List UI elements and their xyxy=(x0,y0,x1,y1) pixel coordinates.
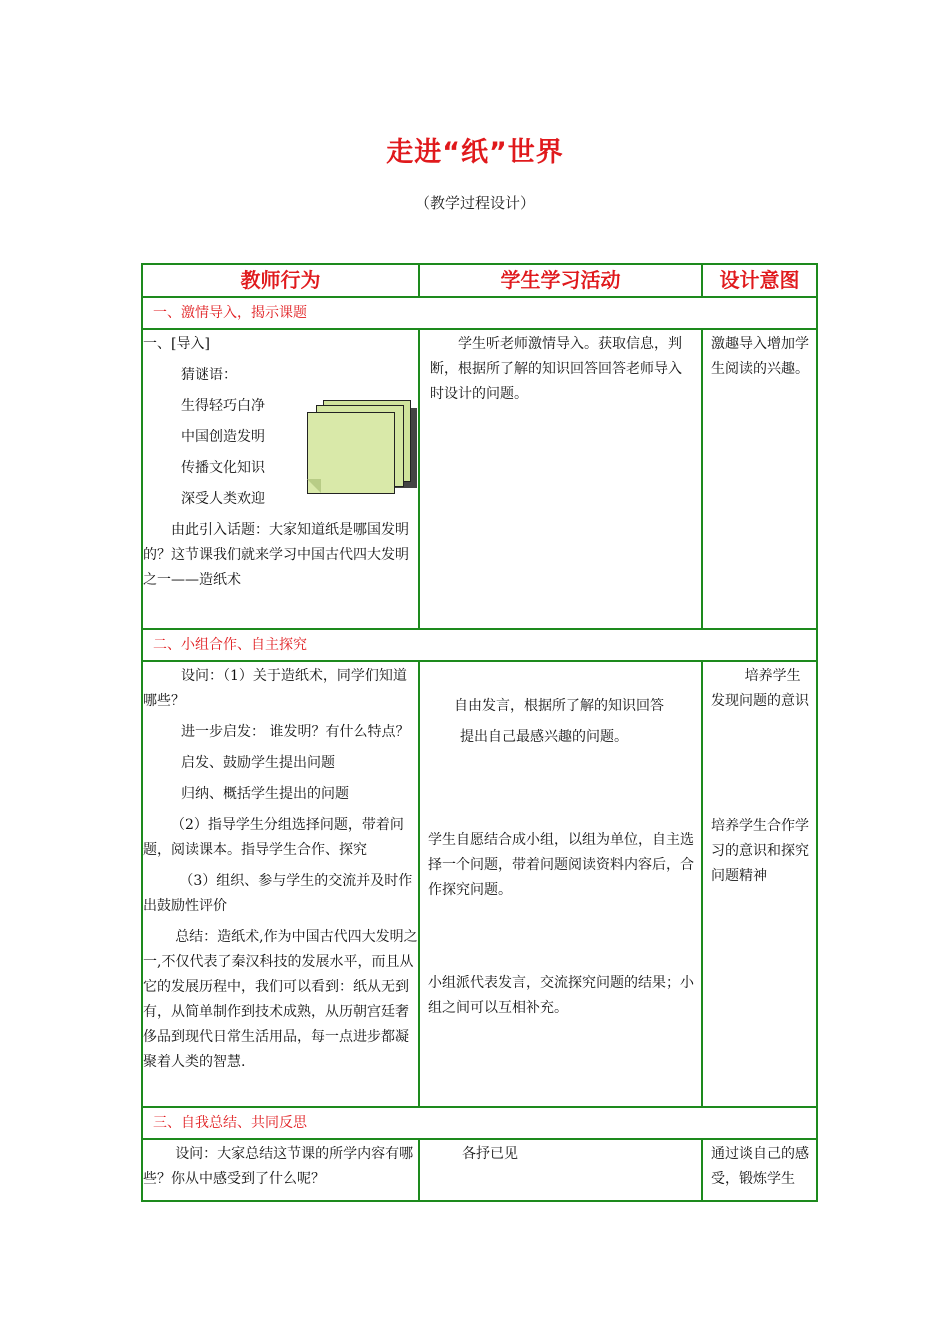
student-text-3: 各抒已见 xyxy=(462,1146,518,1162)
section-heading-3: 三、自我总结、共同反思 xyxy=(142,1107,817,1139)
student-text: 学生听老师激情导入。获取信息，判断，根据所了解的知识回答回答老师导入时设计的问题。 xyxy=(430,336,682,402)
student-answer-3: 小组派代表发言，交流探究问题的结果；小组之间可以互相补充。 xyxy=(428,975,694,1016)
riddle-line: 深受人类欢迎 xyxy=(181,491,265,507)
question-1d: 归纳、概括学生提出的问题 xyxy=(181,786,349,802)
intent-text-1: 培养学生发现问题的意识 xyxy=(711,668,809,709)
question-1c: 启发、鼓励学生提出问题 xyxy=(181,755,335,771)
intro-text: 由此引入话题：大家知道纸是哪国发明的？这节课我们就来学习中国古代四大发明之一——造纸术 xyxy=(143,522,409,588)
header-student: 学生学习活动 xyxy=(419,264,702,297)
intent-cell-1 xyxy=(702,329,817,629)
section-heading-1: 一、激情导入，揭示课题 xyxy=(142,297,817,329)
riddle-label: 猜谜语： xyxy=(181,367,237,383)
section-row xyxy=(142,629,817,661)
student-answer-2: 学生自愿结合成小组，以组为单位，自主选择一个问题，带着问题阅读资料内容后，合作探究问题。 xyxy=(428,832,694,898)
header-intent: 设计意图 xyxy=(702,264,817,297)
riddle-line: 传播文化知识 xyxy=(181,460,265,476)
summary-text: 总结：造纸术,作为中国古代四大发明之一,不仅代表了秦汉科技的发展水平，而且从它的发展历程中，我们可以看到：纸从无到有，从简单制作到技术成熟，从历朝宫廷奢侈品到现代日常生活用品，每一点进步都凝聚着人类的智慧. xyxy=(143,929,418,1070)
intent-text: 激趣导入增加学生阅读的兴趣。 xyxy=(711,336,809,377)
header-row xyxy=(142,264,817,297)
question-1: 设问：（1）关于造纸术，同学们知道哪些？ xyxy=(143,668,407,709)
section-row xyxy=(142,1107,817,1139)
teacher-question-3: 设问：大家总结这节课的所学内容有哪些？你从中感受到了什么呢？ xyxy=(143,1146,414,1187)
riddle-line: 中国创造发明 xyxy=(181,429,265,445)
student-answer-1: 自由发言，根据所了解的知识回答 xyxy=(454,698,664,714)
section-heading-2: 二、小组合作、自主探究 xyxy=(142,629,817,661)
teacher-cell-2 xyxy=(142,661,419,1107)
question-1b: 进一步启发： 谁发明？有什么特点？ xyxy=(181,724,410,740)
teacher-cell-1 xyxy=(142,329,419,629)
intent-text-3: 通过谈自己的感受，锻炼学生 xyxy=(711,1146,809,1187)
content-row xyxy=(142,329,817,629)
header-teacher: 教师行为 xyxy=(142,264,419,297)
riddle-line: 生得轻巧白净 xyxy=(181,398,265,414)
student-answer-1b: 提出自己最感兴趣的问题。 xyxy=(460,729,628,745)
question-3: （3）组织、参与学生的交流并及时作出鼓励性评价 xyxy=(143,873,413,914)
section-row xyxy=(142,297,817,329)
student-cell-3 xyxy=(419,1139,702,1201)
question-2: （2）指导学生分组选择问题，带着问题，阅读课本。指导学生合作、探究 xyxy=(143,817,404,858)
page-title: 走进“纸”世界 xyxy=(386,137,564,168)
content-row xyxy=(142,1139,817,1201)
intro-label: 一、[导入] xyxy=(143,336,210,352)
intent-cell-2 xyxy=(702,661,817,1107)
paper-stack-icon xyxy=(303,400,418,500)
content-row xyxy=(142,661,817,1107)
student-cell-1 xyxy=(419,329,702,629)
teacher-cell-3 xyxy=(142,1139,419,1201)
student-cell-2 xyxy=(419,661,702,1107)
page-subtitle: （教学过程设计） xyxy=(414,194,535,212)
intent-cell-3 xyxy=(702,1139,817,1201)
lesson-plan-table xyxy=(141,263,818,1202)
intent-text-2: 培养学生合作学习的意识和探究问题精神 xyxy=(711,818,809,884)
